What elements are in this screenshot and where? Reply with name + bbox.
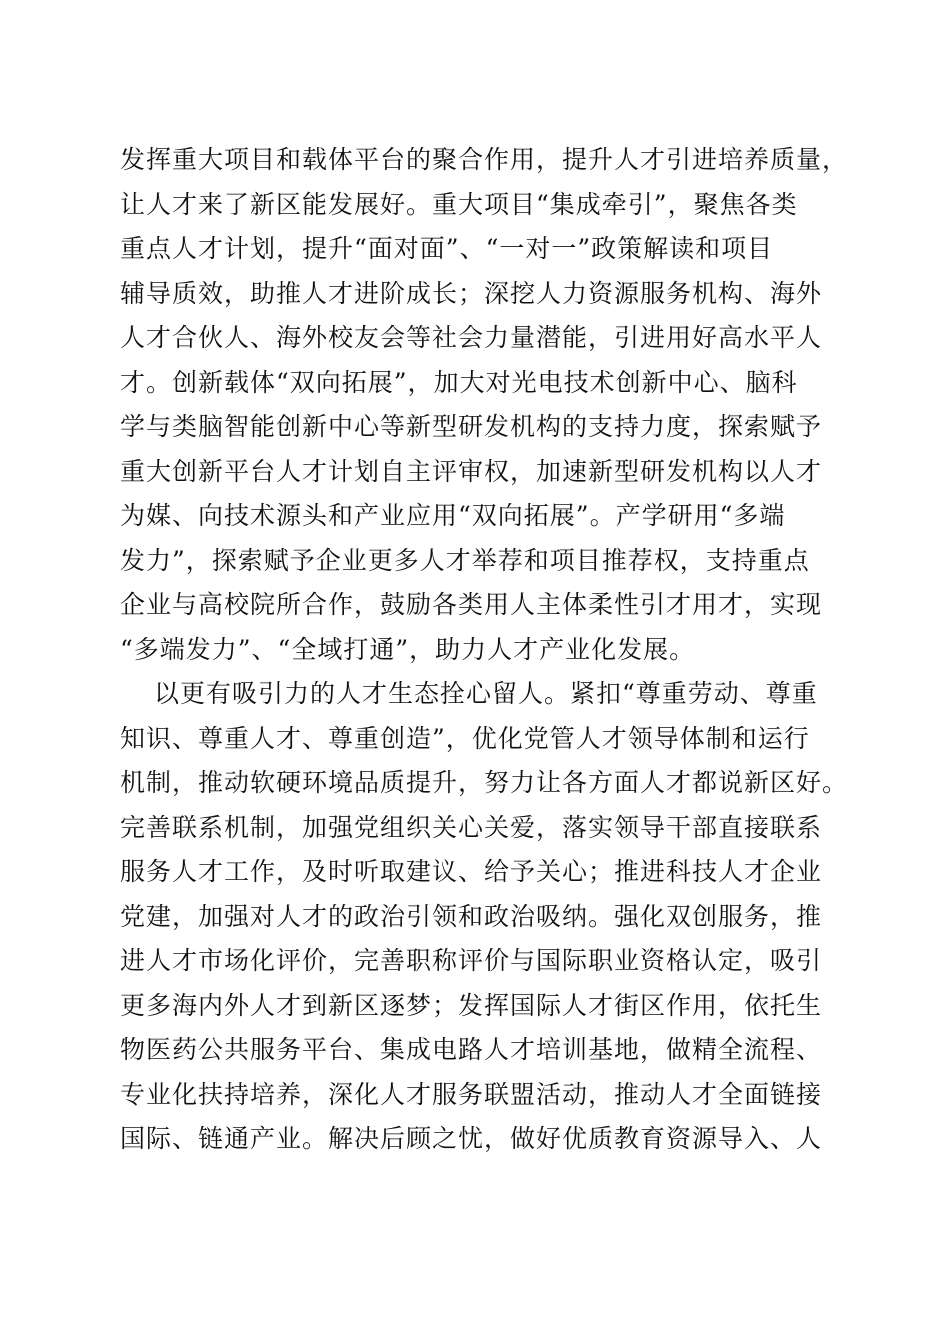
text-line: 重大创新平台人才计划自主评审权，加速新型研发机构以人才 — [120, 456, 823, 486]
text-line: 党建，加强对人才的政治引领和政治吸纳。强化双创服务，推 — [120, 901, 823, 931]
text-line: 发挥重大项目和载体平台的聚合作用，提升人才引进培养质量， — [120, 145, 849, 174]
paragraph-1 — [120, 138, 850, 672]
text-line: 企业与高校院所合作，鼓励各类用人主体柔性引才用才，实现 — [120, 590, 823, 619]
text-line: 专业化扶持培养，深化人才服务联盟活动，推动人才全面链接 — [120, 1079, 823, 1109]
text-line: 才。创新载体“双向拓展”，加大对光电技术创新中心、脑科 — [120, 367, 798, 397]
text-line: 为媒、向技术源头和产业应用“双向拓展”。产学研用“多端 — [120, 501, 786, 530]
paragraph-2 — [120, 672, 850, 1162]
text-line: 服务人才工作，及时听取建议、给予关心；推进科技人才企业 — [120, 857, 823, 886]
text-line: 发力”，探索赋予企业更多人才举荐和项目推荐权，支持重点 — [120, 545, 810, 575]
text-line: 完善联系机制，加强党组织关心关爱，落实领导干部直接联系 — [120, 812, 823, 842]
document-body — [120, 138, 850, 1162]
text-line: 以更有吸引力的人才生态拴心留人。紧扣“尊重劳动、尊重 — [154, 679, 818, 708]
text-line: 重点人才计划，提升“面对面”、“一对一”政策解读和项目 — [120, 234, 774, 263]
text-line: 国际、链通产业。解决后顾之忧，做好优质教育资源导入、人 — [120, 1124, 823, 1153]
text-line: 机制，推动软硬环境品质提升，努力让各方面人才都说新区好。 — [120, 768, 849, 797]
text-line: 辅导质效，助推人才进阶成长；深挖人力资源服务机构、海外 — [120, 278, 823, 308]
text-line: “多端发力”、“全域打通”，助力人才产业化发展。 — [120, 634, 696, 664]
text-line: 更多海内外人才到新区逐梦；发挥国际人才街区作用，依托生 — [120, 990, 823, 1020]
text-line: 让人才来了新区能发展好。重大项目“集成牵引”，聚焦各类 — [120, 189, 798, 219]
text-line: 知识、尊重人才、尊重创造”，优化党管人才领导体制和运行 — [120, 723, 810, 753]
text-line: 进人才市场化评价，完善职称评价与国际职业资格认定，吸引 — [120, 946, 823, 975]
text-line: 学与类脑智能创新中心等新型研发机构的支持力度，探索赋予 — [120, 412, 823, 441]
text-line: 物医药公共服务平台、集成电路人才培训基地，做精全流程、 — [120, 1035, 823, 1064]
text-line: 人才合伙人、海外校友会等社会力量潜能，引进用好高水平人 — [120, 323, 823, 352]
